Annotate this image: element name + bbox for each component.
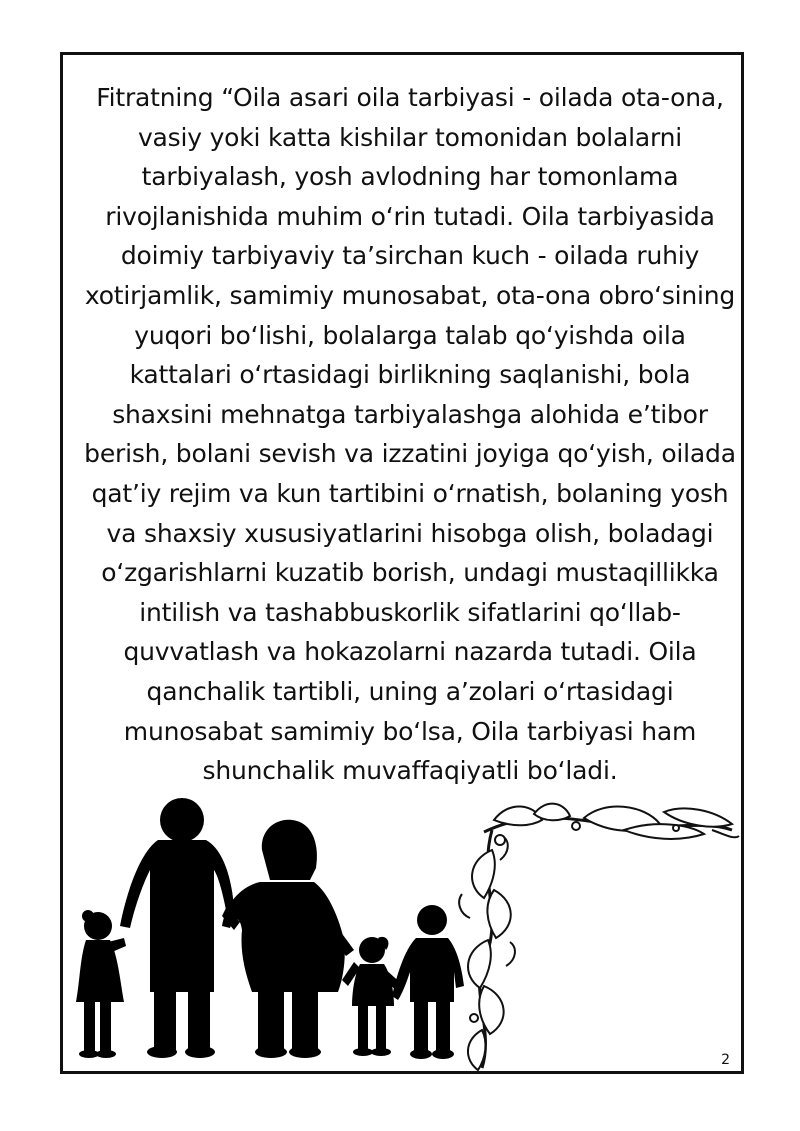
family-silhouette-icon — [76, 798, 464, 1059]
family-illustration — [64, 790, 744, 1072]
floral-corner-ornament-icon — [459, 804, 739, 1070]
page-number: 2 — [721, 1052, 730, 1068]
body-paragraph: Fitratning “Oila asari oila tarbiyasi - oilada ota-ona, vasiy yoki katta kishilar tomonidan bolalarni tarbiyalash, yosh avlodning har tomonlama rivojlanishida muhim o‘rin tutadi. Oila tarbiyasida doimiy tarbiyaviy ta’sirchan kuch - oilada ruhiy xotirjamlik, samimiy munosabat, ota-ona obro‘sining yuqori bo‘lishi, bolalarga talab qo‘yishda oila kattalari o‘rtasidagi birlikning saqlanishi, bola shaxsini mehnatga tarbiyalashga alohida e’tibor berish, bolani sevish va izzatini joyiga qo‘yish, oilada qat’iy rejim va kun tartibini o‘rnatish, bolaning yosh va shaxsiy xususiyatlarini hisobga olish, boladagi o‘zgarishlarni kuzatib borish, undagi mustaqillikka intilish va tashabbuskorlik sifatlarini qo‘llab-quvvatlash va hokazolarni nazarda tutadi. Oila qanchalik tartibli, uning a’zolari o‘rtasidagi munosabat samimiy bo‘lsa, Oila tarbiyasi ham shunchalik muvaffaqiyatli bo‘ladi. — [84, 83, 736, 786]
